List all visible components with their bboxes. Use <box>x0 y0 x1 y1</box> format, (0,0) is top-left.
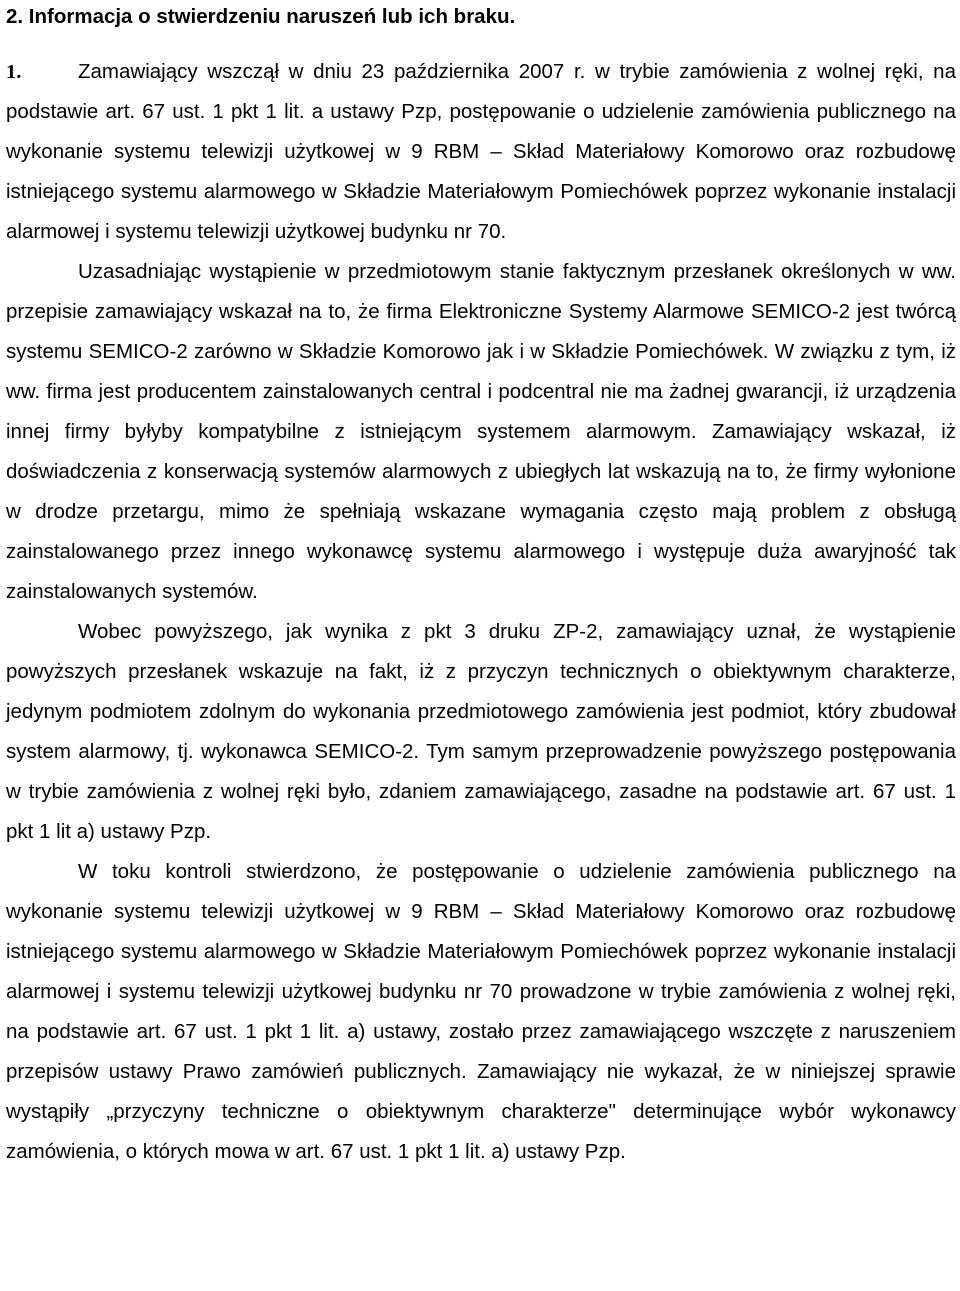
paragraph-number: 1. <box>6 61 22 83</box>
paragraph-3: Wobec powyższego, jak wynika z pkt 3 druku ZP-2, zamawiający uznał, że wystąpienie powyższych przesłanek wskazuje na fakt, iż z przyczyn technicznych o obiektywnym charakterze, jedynym podmiotem zdolnym do wykonania przedmiotowego zamówienia jest podmiot, który zbudował system alarmowy, tj. wykonawca SEMICO-2. Tym samym przeprowadzenie powyższego postępowania w trybie zamówienia z wolnej ręki było, zdaniem zamawiającego, zasadne na podstawie art. 67 ust. 1 pkt 1 lit a) ustawy Pzp. <box>6 620 956 843</box>
paragraph-1 <box>6 52 956 252</box>
paragraph-1-text: Zamawiający wszczął w dniu 23 października 2007 r. w trybie zamówienia z wolnej ręki, na podstawie art. 67 ust. 1 pkt 1 lit. a ustawy Pzp, postępowanie o udzielenie zamówienia publicznego na wykonanie systemu telewizji użytkowej w 9 RBM – Skład Materiałowy Komorowo oraz rozbudowę istniejącego systemu alarmowego w Składzie Materiałowym Pomiechówek poprzez wykonanie instalacji alarmowej i systemu telewizji użytkowej budynku nr 70. <box>6 60 956 243</box>
document-page <box>6 0 956 1172</box>
document-body <box>6 52 956 1172</box>
paragraph-4: W toku kontroli stwierdzono, że postępowanie o udzielenie zamówienia publicznego na wykonanie systemu telewizji użytkowej w 9 RBM – Skład Materiałowy Komorowo oraz rozbudowę istniejącego systemu alarmowego w Składzie Materiałowym Pomiechówek poprzez wykonanie instalacji alarmowej i systemu telewizji użytkowej budynku nr 70 prowadzone w trybie zamówienia z wolnej ręki, na podstawie art. 67 ust. 1 pkt 1 lit. a) ustawy, zostało przez zamawiającego wszczęte z naruszeniem przepisów ustawy Prawo zamówień publicznych. Zamawiający nie wykazał, że w niniejszej sprawie wystąpiły „przyczyny techniczne o obiektywnym charakterze" determinujące wybór wykonawcy zamówienia, o których mowa w art. 67 ust. 1 pkt 1 lit. a) ustawy Pzp. <box>6 860 956 1163</box>
paragraph-2: Uzasadniając wystąpienie w przedmiotowym stanie faktycznym przesłanek określonych w ww. przepisie zamawiający wskazał na to, że firma Elektroniczne Systemy Alarmowe SEMICO-2 jest twórcą systemu SEMICO-2 zarówno w Składzie Komorowo jak i w Składzie Pomiechówek. W związku z tym, iż ww. firma jest producentem zainstalowanych central i podcentral nie ma żadnej gwarancji, iż urządzenia innej firmy byłyby kompatybilne z istniejącym systemem alarmowym. Zamawiający wskazał, iż doświadczenia z konserwacją systemów alarmowych z ubiegłych lat wskazują na to, że firmy wyłonione w drodze przetargu, mimo że spełniają wskazane wymagania często mają problem z obsługą zainstalowanego przez innego wykonawcę systemu alarmowego i występuje duża awaryjność tak zainstalowanych systemów. <box>6 260 956 603</box>
section-heading: 2. Informacja o stwierdzeniu naruszeń lub ich braku. <box>6 5 516 28</box>
